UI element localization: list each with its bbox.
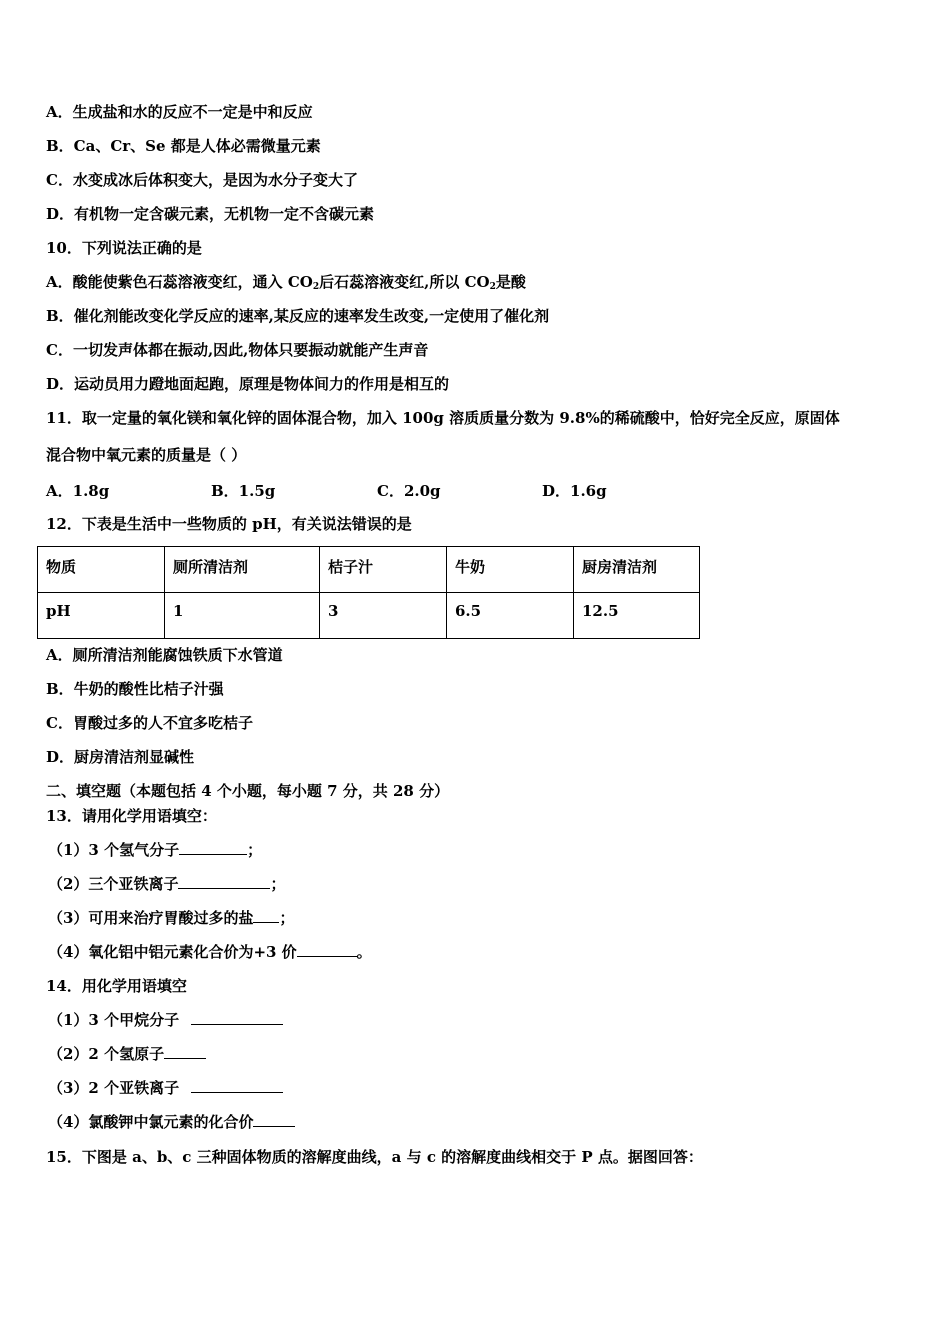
- q14-part1: （1）3 个甲烷分子: [48, 1010, 283, 1030]
- q10-option-c: C．一切发声体都在振动,因此,物体只要振动就能产生声音: [46, 341, 429, 359]
- q12-option-b: B．牛奶的酸性比桔子汁强: [46, 680, 224, 698]
- q11-option-a: A．1.8g: [46, 482, 110, 500]
- q11-option-b: B．1.5g: [211, 482, 276, 500]
- table-cell: pH: [38, 593, 165, 639]
- table-row: [38, 593, 700, 639]
- answer-blank[interactable]: [191, 1010, 283, 1025]
- q11-stem-line2: 混合物中氧元素的质量是（ ）: [46, 446, 247, 464]
- q14-part3: （3）2 个亚铁离子: [48, 1078, 283, 1098]
- answer-blank[interactable]: [164, 1044, 206, 1059]
- q12-option-a: A．厕所清洁剂能腐蚀铁质下水管道: [46, 646, 283, 664]
- q9-option-b: B．Ca、Cr、Se 都是人体必需微量元素: [46, 137, 321, 155]
- table-cell: 厨房清洁剂: [574, 547, 700, 593]
- q11-options: [46, 480, 746, 500]
- q9-option-a: A．生成盐和水的反应不一定是中和反应: [46, 103, 313, 121]
- answer-blank[interactable]: [297, 942, 357, 957]
- q11-stem-line1: 11．取一定量的氧化镁和氧化锌的固体混合物，加入 100g 溶质质量分数为 9.8%的稀硫酸中，恰好完全反应，原固体: [46, 409, 840, 427]
- q12-stem: 12．下表是生活中一些物质的 pH，有关说法错误的是: [46, 515, 412, 533]
- table-header-row: [38, 547, 700, 593]
- table-cell: 厕所清洁剂: [165, 547, 320, 593]
- q14-stem: 14．用化学用语填空: [46, 977, 187, 995]
- table-cell: 12.5: [574, 593, 700, 639]
- table-cell: 1: [165, 593, 320, 639]
- table-cell: 6.5: [447, 593, 574, 639]
- table-cell: 物质: [38, 547, 165, 593]
- answer-blank[interactable]: [179, 840, 247, 855]
- answer-blank[interactable]: [191, 1078, 283, 1093]
- q13-stem: 13．请用化学用语填空：: [46, 807, 217, 825]
- answer-blank[interactable]: [253, 1112, 295, 1127]
- q14-part2: （2）2 个氢原子: [48, 1044, 206, 1064]
- q10-stem: 10．下列说法正确的是: [46, 239, 202, 257]
- q11-option-c: C．2.0g: [377, 482, 441, 500]
- q9-option-d: D．有机物一定含碳元素，无机物一定不含碳元素: [46, 205, 375, 223]
- ph-table: [37, 546, 700, 639]
- q10-option-d: D．运动员用力蹬地面起跑，原理是物体间力的作用是相互的: [46, 375, 450, 393]
- q14-part4: （4）氯酸钾中氯元素的化合价: [48, 1112, 295, 1132]
- q13-part4: （4）氧化铝中铝元素化合价为+3 价 。: [48, 943, 372, 961]
- table-cell: 牛奶: [447, 547, 574, 593]
- q12-option-c: C．胃酸过多的人不宜多吃桔子: [46, 714, 253, 732]
- answer-blank[interactable]: [178, 874, 270, 889]
- table-cell: 桔子汁: [320, 547, 447, 593]
- q9-option-c: C．水变成冰后体积变大，是因为水分子变大了: [46, 171, 358, 189]
- table-cell: 3: [320, 593, 447, 639]
- q13-part3: （3）可用来治疗胃酸过多的盐 ；: [48, 909, 295, 927]
- q13-part2: （2）三个亚铁离子 ；: [48, 875, 286, 893]
- q10-option-a: A．酸能使紫色石蕊溶液变红，通入 $CO_2$后石蕊溶液变红,所以 $CO_2$是酸: [46, 273, 526, 292]
- q13-part1: （1）3 个氢气分子 ；: [48, 841, 263, 859]
- answer-blank[interactable]: [253, 908, 279, 923]
- q11-option-d: D．1.6g: [542, 482, 607, 500]
- section-title: 二、填空题（本题包括 4 个小题，每小题 7 分，共 28 分）: [46, 782, 450, 800]
- q10-option-b: B．催化剂能改变化学反应的速率,某反应的速率发生改变,一定使用了催化剂: [46, 307, 550, 325]
- q15-stem: 15．下图是 a、b、c 三种固体物质的溶解度曲线，a 与 c 的溶解度曲线相交于 P 点。据图回答：: [46, 1148, 703, 1166]
- q12-option-d: D．厨房清洁剂显碱性: [46, 748, 195, 766]
